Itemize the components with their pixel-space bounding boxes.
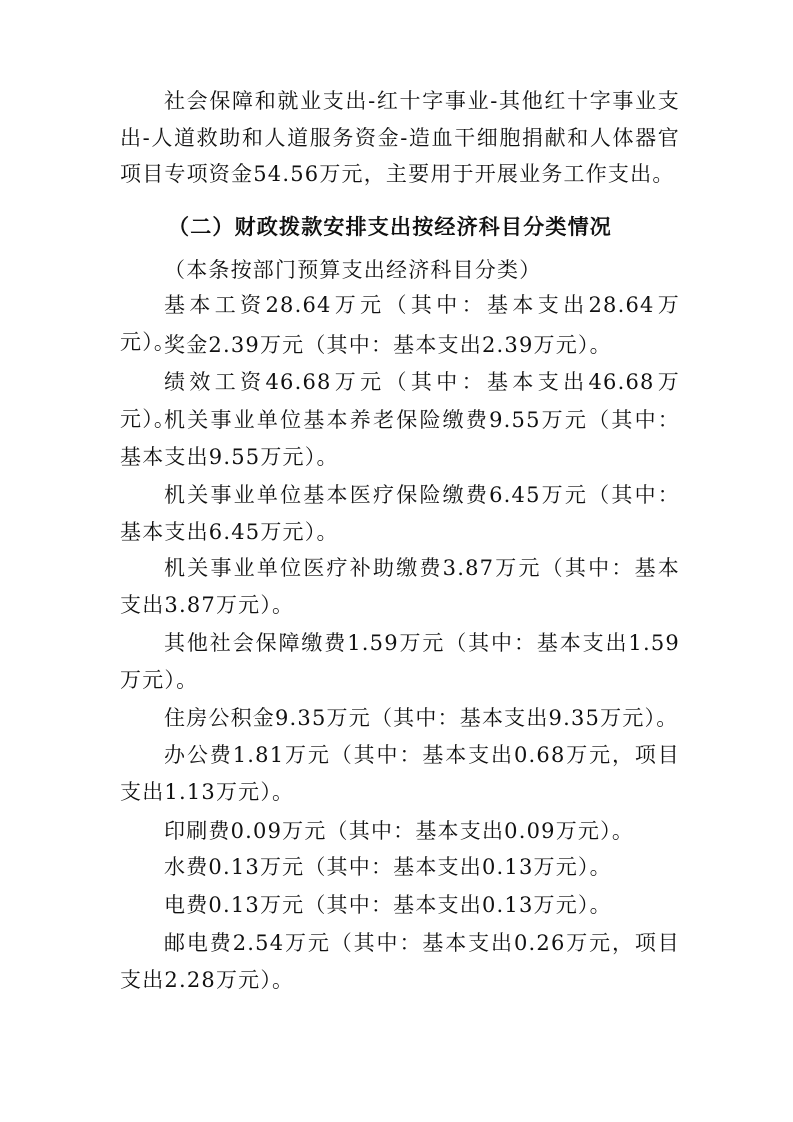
item-performance-salary: 绩效工资46.68万元（其中：基本支出46.68万元）。 [120, 370, 680, 431]
item-pension-insurance: 机关事业单位基本养老保险缴费9.55万元（其中：基本支出9.55万元）。 [120, 408, 680, 469]
paragraph-red-cross-special-fund: 社会保障和就业支出-红十字事业-其他红十字事业支出-人道救助和人道服务资金-造血干细胞捐献和人体器官项目专项资金54.56万元，主要用于开展业务工作支出。 [120, 89, 680, 186]
item-medical-insurance: 机关事业单位基本医疗保险缴费6.45万元（其中：基本支出6.45万元）。 [120, 483, 680, 544]
item-bonus: 奖金2.39万元（其中：基本支出2.39万元）。 [164, 333, 612, 357]
item-office-expense: 办公费1.81万元（其中：基本支出0.68万元，项目支出1.13万元）。 [120, 743, 680, 804]
item-printing-expense: 印刷费0.09万元（其中：基本支出0.09万元）。 [164, 819, 635, 843]
section-note: （本条按部门预算支出经济科目分类） [164, 258, 542, 282]
item-other-social-security: 其他社会保障缴费1.59万元（其中：基本支出1.59万元）。 [120, 631, 680, 692]
item-water-expense: 水费0.13万元（其中：基本支出0.13万元）。 [164, 855, 612, 879]
item-basic-salary: 基本工资28.64万元（其中：基本支出28.64万元）。 [120, 293, 680, 354]
item-housing-fund: 住房公积金9.35万元（其中：基本支出9.35万元）。 [164, 706, 679, 730]
item-electricity-expense: 电费0.13万元（其中：基本支出0.13万元）。 [164, 893, 612, 917]
item-post-telecom-expense: 邮电费2.54万元（其中：基本支出0.26万元，项目支出2.28万元）。 [120, 931, 680, 992]
section-heading-economic-classification: （二）财政拨款安排支出按经济科目分类情况 [168, 214, 612, 239]
item-medical-subsidy: 机关事业单位医疗补助缴费3.87万元（其中：基本支出3.87万元）。 [120, 556, 680, 617]
